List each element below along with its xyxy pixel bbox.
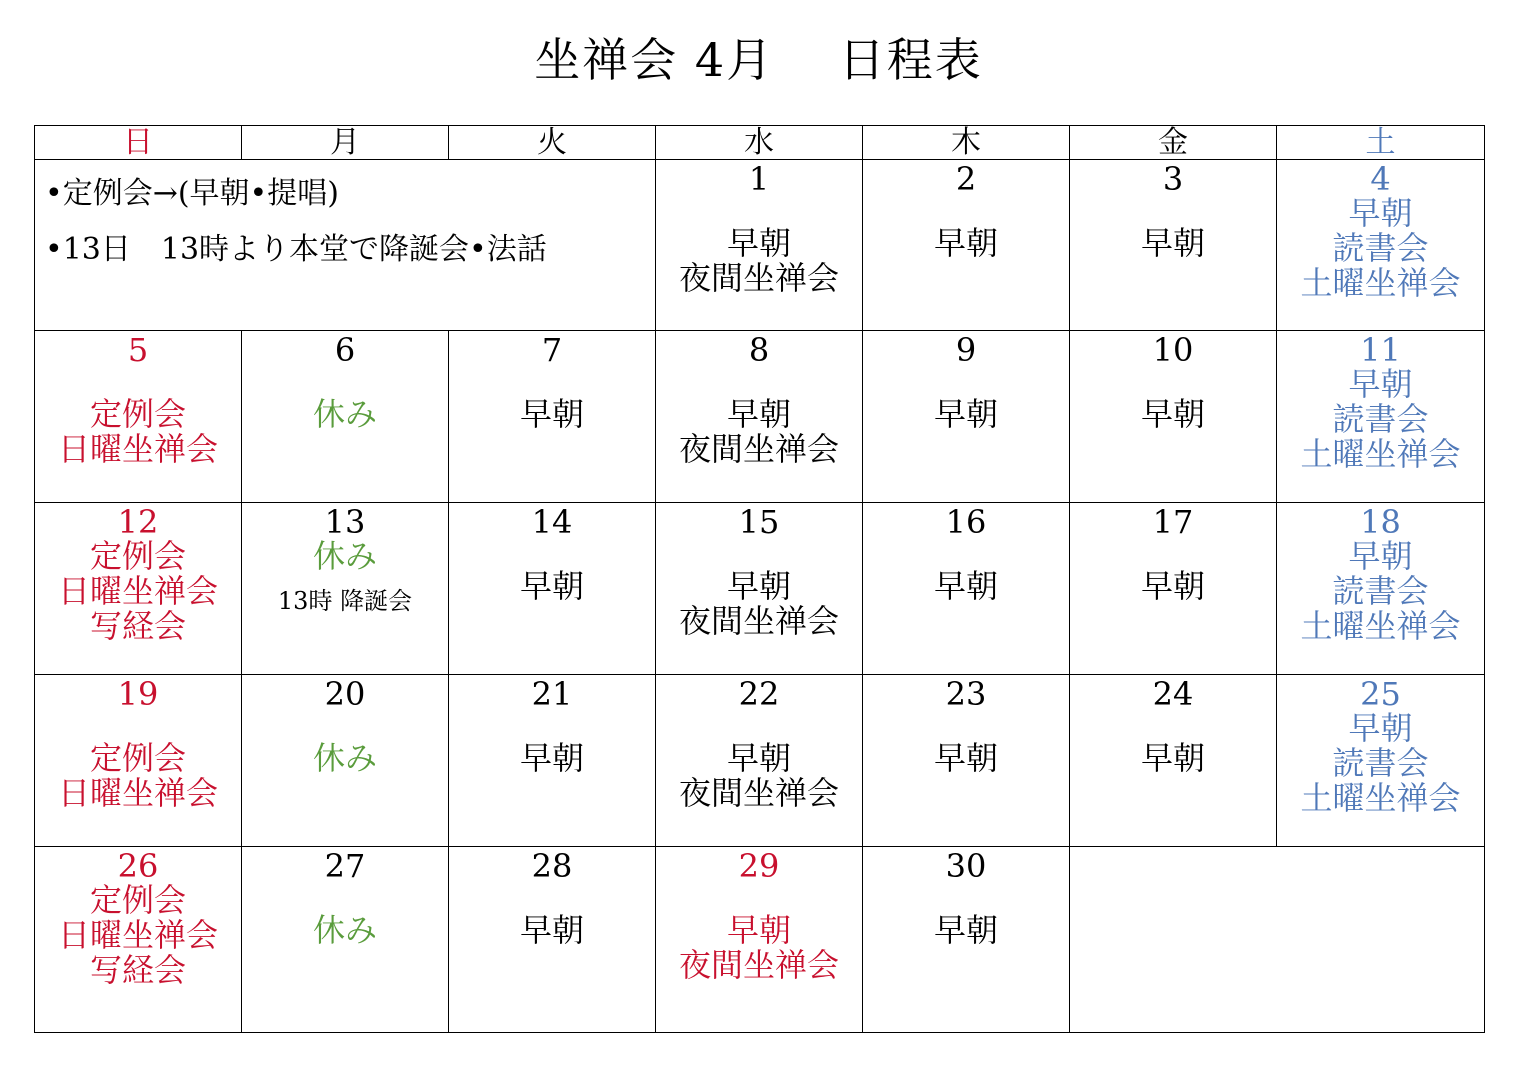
event-list (35, 883, 241, 988)
event-item: 夜間坐禅会 (678, 602, 839, 640)
day-cell (242, 675, 449, 847)
day-cell (1070, 160, 1277, 331)
event-item: 土曜坐禅会 (1300, 779, 1461, 817)
day-number: 5 (127, 331, 149, 369)
event-list (242, 913, 448, 948)
week-row (35, 675, 1485, 847)
day-cell (863, 847, 1070, 1033)
day-cell (449, 503, 656, 675)
day-number: 23 (945, 675, 987, 713)
day-cell (35, 331, 242, 503)
event-item: 読書会 (1332, 400, 1429, 438)
weekday-header-row (35, 126, 1485, 160)
event-list (863, 741, 1069, 776)
day-cell (1277, 675, 1485, 847)
event-item: 早朝 (933, 224, 998, 262)
event-list (1070, 569, 1276, 604)
event-item: 早朝 (1348, 537, 1413, 575)
event-item: 早朝 (1348, 365, 1413, 403)
event-item: 早朝 (726, 911, 791, 949)
event-item: 早朝 (933, 395, 998, 433)
weekday-wed: 水 (656, 126, 863, 160)
event-item: 早朝 (726, 224, 791, 262)
event-item: 読書会 (1332, 744, 1429, 782)
day-number: 27 (324, 847, 366, 885)
day-cell (35, 847, 242, 1033)
event-item: 土曜坐禅会 (1300, 435, 1461, 473)
day-number: 10 (1152, 331, 1194, 369)
event-list (863, 569, 1069, 604)
event-item: 定例会 (89, 537, 186, 575)
day-number: 2 (955, 160, 977, 198)
event-list (242, 741, 448, 776)
event-list (656, 226, 862, 296)
event-list (1277, 196, 1484, 301)
event-list (1277, 539, 1484, 644)
event-item: 早朝 (1140, 395, 1205, 433)
day-number: 29 (738, 847, 780, 885)
event-item: 早朝 (519, 395, 584, 433)
day-cell (1277, 503, 1485, 675)
day-number: 11 (1360, 331, 1401, 369)
event-item: 土曜坐禅会 (1300, 264, 1461, 302)
event-item: 早朝 (726, 395, 791, 433)
day-number: 6 (334, 331, 356, 369)
day-number: 15 (738, 503, 780, 541)
empty-cell (1070, 847, 1485, 1033)
event-list (1277, 711, 1484, 816)
event-item: 早朝 (933, 911, 998, 949)
event-list (242, 539, 448, 574)
event-list (449, 569, 655, 604)
event-item: 定例会 (89, 395, 186, 433)
notes-cell (35, 160, 656, 331)
day-cell (1070, 675, 1277, 847)
event-item: 早朝 (933, 739, 998, 777)
day-number: 18 (1360, 503, 1401, 541)
event-item: 早朝 (726, 739, 791, 777)
day-cell (35, 675, 242, 847)
day-number: 19 (117, 675, 159, 713)
event-item: 日曜坐禅会 (57, 572, 218, 610)
event-list (656, 741, 862, 811)
event-list (35, 741, 241, 811)
day-cell (863, 675, 1070, 847)
day-number: 21 (531, 675, 573, 713)
event-item: 日曜坐禅会 (57, 916, 218, 954)
event-item: 夜間坐禅会 (678, 946, 839, 984)
day-number: 9 (955, 331, 977, 369)
event-list (35, 539, 241, 644)
event-item: 日曜坐禅会 (57, 774, 218, 812)
day-number: 12 (117, 503, 159, 541)
event-list (656, 397, 862, 467)
event-item: 早朝 (519, 911, 584, 949)
day-cell (1070, 503, 1277, 675)
event-list (863, 397, 1069, 432)
day-number: 30 (945, 847, 987, 885)
weekday-sun: 日 (35, 126, 242, 160)
day-cell (656, 160, 863, 331)
weekday-fri: 金 (1070, 126, 1277, 160)
weekday-sat: 土 (1277, 126, 1485, 160)
event-item: 読書会 (1332, 572, 1429, 610)
event-item: 写経会 (89, 951, 186, 989)
calendar-grid (34, 125, 1485, 1033)
week-row (35, 503, 1485, 675)
event-list (449, 741, 655, 776)
day-cell (656, 675, 863, 847)
event-item: 日曜坐禅会 (57, 430, 218, 468)
event-item: 早朝 (726, 567, 791, 605)
event-item: 早朝 (1348, 194, 1413, 232)
event-list (1070, 226, 1276, 261)
week-row (35, 331, 1485, 503)
event-item: 早朝 (1140, 224, 1205, 262)
event-item: 休み (312, 537, 377, 575)
day-number: 22 (738, 675, 780, 713)
event-item: 読書会 (1332, 229, 1429, 267)
event-item: 早朝 (1140, 739, 1205, 777)
day-number: 13 (324, 503, 366, 541)
event-list (449, 913, 655, 948)
day-cell (242, 847, 449, 1033)
event-list (1277, 367, 1484, 472)
day-cell (1277, 160, 1485, 331)
event-list (242, 397, 448, 432)
event-note: 13時 降誕会 (277, 587, 413, 615)
day-cell (449, 675, 656, 847)
day-cell (863, 160, 1070, 331)
day-cell (863, 331, 1070, 503)
day-number: 4 (1370, 160, 1391, 198)
event-list (1070, 741, 1276, 776)
day-cell (656, 847, 863, 1033)
day-number: 7 (541, 331, 563, 369)
day-number: 1 (748, 160, 770, 198)
day-number: 16 (945, 503, 987, 541)
event-item: 早朝 (1348, 709, 1413, 747)
day-cell (242, 503, 449, 675)
event-list (35, 397, 241, 467)
day-number: 3 (1162, 160, 1184, 198)
note-line: •定例会→(早朝•提唱) (45, 176, 339, 211)
day-number: 26 (117, 847, 159, 885)
event-item: 休み (312, 739, 377, 777)
week-row (35, 160, 1485, 331)
event-item: 休み (312, 911, 377, 949)
week-row (35, 847, 1485, 1033)
event-item: 早朝 (519, 739, 584, 777)
day-cell (35, 503, 242, 675)
weekday-thu: 木 (863, 126, 1070, 160)
event-list (1070, 397, 1276, 432)
day-number: 28 (531, 847, 573, 885)
event-item: 早朝 (519, 567, 584, 605)
day-cell (449, 847, 656, 1033)
event-item: 夜間坐禅会 (678, 259, 839, 297)
weekday-tue: 火 (449, 126, 656, 160)
day-number: 8 (748, 331, 770, 369)
event-list (863, 226, 1069, 261)
event-item: 定例会 (89, 881, 186, 919)
day-number: 24 (1152, 675, 1194, 713)
event-list (449, 397, 655, 432)
day-cell (1277, 331, 1485, 503)
event-item: 休み (312, 395, 377, 433)
event-item: 土曜坐禅会 (1300, 607, 1461, 645)
event-item: 写経会 (89, 607, 186, 645)
day-number: 25 (1360, 675, 1401, 713)
event-list (863, 913, 1069, 948)
weekday-mon: 月 (242, 126, 449, 160)
event-item: 早朝 (933, 567, 998, 605)
day-cell (449, 331, 656, 503)
day-number: 17 (1152, 503, 1194, 541)
page-title: 坐禅会 4月 日程表 (534, 33, 983, 87)
day-cell (656, 503, 863, 675)
note-line: •13日 13時より本堂で降誕会•法話 (45, 232, 547, 267)
day-cell (656, 331, 863, 503)
event-item: 定例会 (89, 739, 186, 777)
event-list (656, 569, 862, 639)
day-cell (242, 331, 449, 503)
event-item: 早朝 (1140, 567, 1205, 605)
day-cell (1070, 331, 1277, 503)
event-item: 夜間坐禅会 (678, 774, 839, 812)
day-cell (863, 503, 1070, 675)
event-item: 夜間坐禅会 (678, 430, 839, 468)
day-number: 20 (324, 675, 366, 713)
event-list (656, 913, 862, 983)
day-number: 14 (531, 503, 573, 541)
